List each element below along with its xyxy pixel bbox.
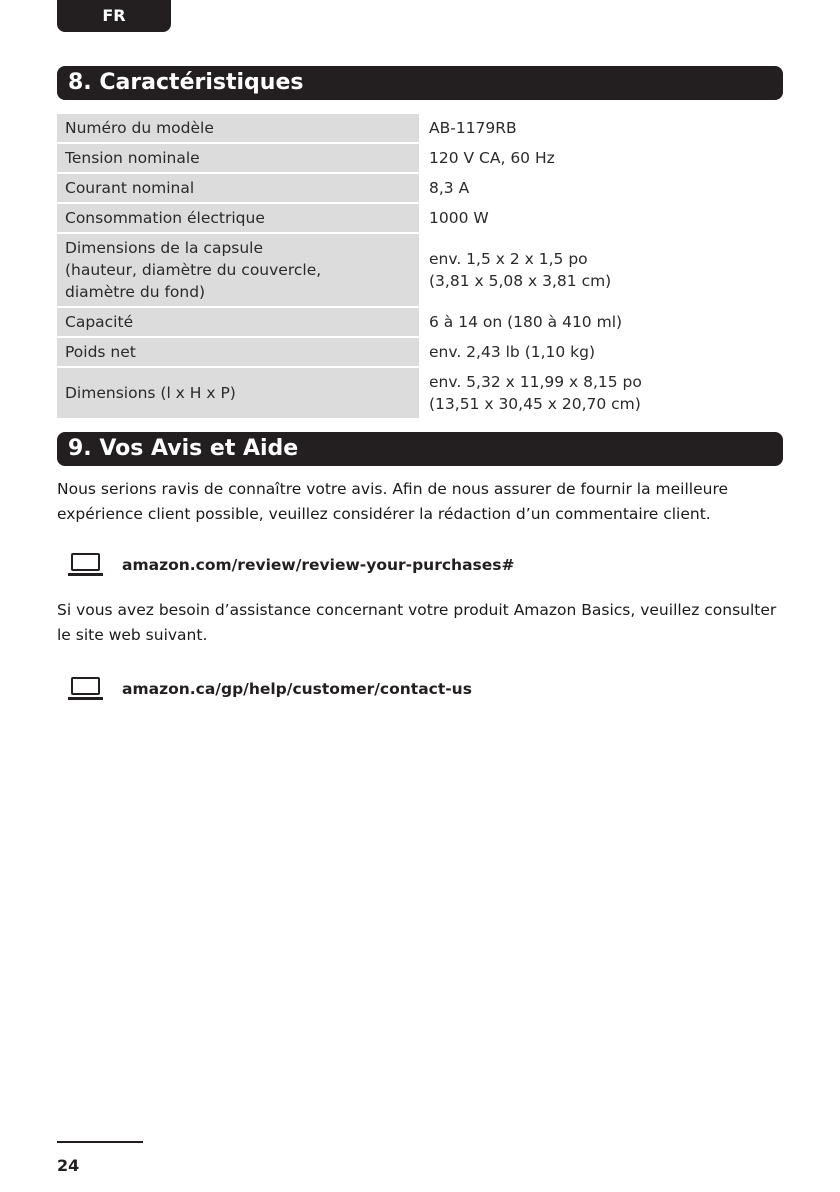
spec-label: Tension nominale (57, 143, 419, 173)
spec-value: 6 à 14 on (180 à 410 ml) (419, 307, 657, 337)
spec-label: Poids net (57, 337, 419, 367)
spec-row (57, 307, 657, 337)
footer-rule (57, 1141, 143, 1143)
spec-label: Capacité (57, 307, 419, 337)
spec-value: env. 2,43 lb (1,10 kg) (419, 337, 657, 367)
spec-row (57, 114, 657, 143)
spec-row (57, 367, 657, 419)
feedback-paragraph: Nous serions ravis de connaître votre avis. Afin de nous assurer de fournir la meilleure expérience client possible, veuillez considérer la rédaction d’un commentaire client. (57, 480, 729, 523)
spec-value: 1000 W (419, 203, 657, 233)
review-link[interactable]: amazon.com/review/review-your-purchases# (122, 556, 515, 574)
spec-row (57, 337, 657, 367)
spec-row (57, 173, 657, 203)
spec-label: Consommation électrique (57, 203, 419, 233)
spec-value: AB-1179RB (419, 114, 657, 143)
review-link-row[interactable] (68, 552, 515, 578)
laptop-icon (68, 677, 104, 701)
spec-label: Dimensions de la capsule (hauteur, diamètre du couvercle, diamètre du fond) (57, 233, 419, 307)
page-number: 24 (57, 1156, 80, 1175)
language-tab: FR (57, 0, 171, 32)
support-paragraph: Si vous avez besoin d’assistance concernant votre produit Amazon Basics, veuillez consulter le site web suivant. (57, 601, 777, 644)
spec-label: Dimensions (l x H x P) (57, 367, 419, 419)
spec-value: env. 5,32 x 11,99 x 8,15 po (13,51 x 30,45 x 20,70 cm) (419, 367, 657, 419)
specifications-table (57, 114, 657, 420)
spec-label: Courant nominal (57, 173, 419, 203)
section-title-specifications: 8. Caractéristiques (57, 66, 783, 100)
support-link-row[interactable] (68, 676, 472, 702)
spec-row (57, 143, 657, 173)
spec-row (57, 233, 657, 307)
spec-row (57, 203, 657, 233)
support-link[interactable]: amazon.ca/gp/help/customer/contact-us (122, 680, 472, 698)
spec-label: Numéro du modèle (57, 114, 419, 143)
spec-value: env. 1,5 x 2 x 1,5 po (3,81 x 5,08 x 3,81 cm) (419, 233, 657, 307)
spec-value: 120 V CA, 60 Hz (419, 143, 657, 173)
laptop-icon (68, 553, 104, 577)
spec-value: 8,3 A (419, 173, 657, 203)
section-title-feedback: 9. Vos Avis et Aide (57, 432, 783, 466)
